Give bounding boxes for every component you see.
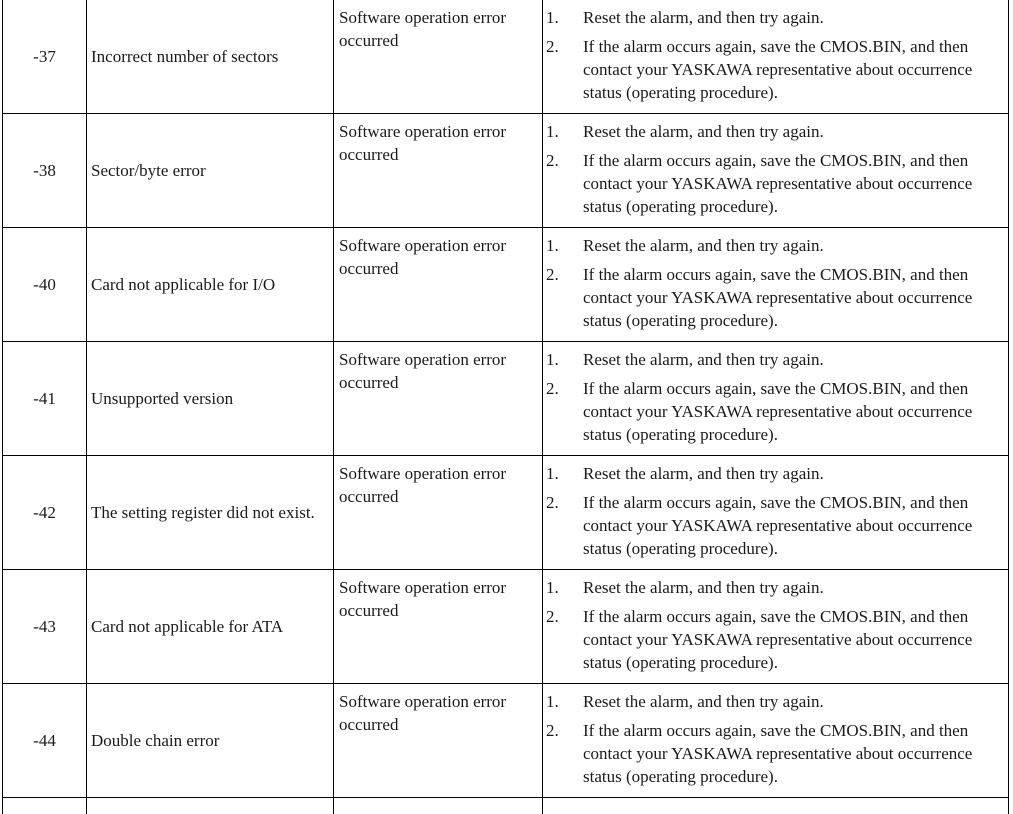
alarm-remedy: [543, 570, 1009, 684]
alarm-cause: Software operation error occurred: [334, 114, 543, 228]
remedy-steps: [546, 6, 1004, 104]
alarm-remedy: [543, 114, 1009, 228]
alarm-code: -41: [3, 342, 87, 456]
table-cell: [3, 798, 87, 814]
alarm-description: Card not applicable for ATA: [87, 570, 334, 684]
alarm-remedy: [543, 684, 1009, 798]
alarm-code: -40: [3, 228, 87, 342]
alarm-description: Unsupported version: [87, 342, 334, 456]
step-text: Reset the alarm, and then try again.: [583, 690, 1004, 713]
remedy-step: [546, 6, 1004, 29]
alarm-cause: Software operation error occurred: [334, 228, 543, 342]
remedy-step: [546, 263, 1004, 332]
table-cell: [543, 798, 1009, 814]
alarm-cause: Software operation error occurred: [334, 456, 543, 570]
step-number: 1.: [546, 348, 583, 371]
alarm-code: -38: [3, 114, 87, 228]
step-text: Reset the alarm, and then try again.: [583, 6, 1004, 29]
table-row: [3, 684, 1009, 798]
step-number: 2.: [546, 377, 583, 446]
step-text: Reset the alarm, and then try again.: [583, 120, 1004, 143]
step-text: If the alarm occurs again, save the CMOS.BIN, and then contact your YASKAWA representative about occurrence status (operating procedure).: [583, 605, 1004, 674]
table-row: [3, 114, 1009, 228]
table-row: [3, 0, 1009, 114]
step-text: Reset the alarm, and then try again.: [583, 462, 1004, 485]
remedy-step: [546, 719, 1004, 788]
remedy-steps: [546, 690, 1004, 788]
step-text: If the alarm occurs again, save the CMOS.BIN, and then contact your YASKAWA representative about occurrence status (operating procedure).: [583, 35, 1004, 104]
step-number: 1.: [546, 120, 583, 143]
step-number: 2.: [546, 149, 583, 218]
alarm-cause: Software operation error occurred: [334, 342, 543, 456]
remedy-step: [546, 348, 1004, 371]
step-number: 2.: [546, 605, 583, 674]
remedy-step: [546, 491, 1004, 560]
remedy-step: [546, 377, 1004, 446]
step-number: 2.: [546, 263, 583, 332]
alarm-code: -37: [3, 0, 87, 114]
alarm-remedy: [543, 0, 1009, 114]
step-number: 2.: [546, 719, 583, 788]
remedy-step: [546, 149, 1004, 218]
step-number: 1.: [546, 576, 583, 599]
alarm-code: -44: [3, 684, 87, 798]
remedy-step: [546, 605, 1004, 674]
alarm-table-body: [3, 0, 1009, 814]
table-cell: [334, 798, 543, 814]
alarm-description: Incorrect number of sectors: [87, 0, 334, 114]
step-text: Reset the alarm, and then try again.: [583, 234, 1004, 257]
remedy-step: [546, 690, 1004, 713]
alarm-cause: Software operation error occurred: [334, 0, 543, 114]
step-text: Reset the alarm, and then try again.: [583, 576, 1004, 599]
step-number: 1.: [546, 462, 583, 485]
step-text: If the alarm occurs again, save the CMOS.BIN, and then contact your YASKAWA representative about occurrence status (operating procedure).: [583, 263, 1004, 332]
alarm-remedy: [543, 456, 1009, 570]
remedy-step: [546, 234, 1004, 257]
alarm-remedy: [543, 342, 1009, 456]
alarm-cause: Software operation error occurred: [334, 684, 543, 798]
remedy-steps: [546, 576, 1004, 674]
alarm-remedy: [543, 228, 1009, 342]
step-number: 1.: [546, 234, 583, 257]
alarm-code: -42: [3, 456, 87, 570]
step-number: 1.: [546, 690, 583, 713]
remedy-step: [546, 35, 1004, 104]
table-row: [3, 228, 1009, 342]
table-row: [3, 570, 1009, 684]
alarm-table: [2, 0, 1009, 814]
alarm-description: The setting register did not exist.: [87, 456, 334, 570]
remedy-step: [546, 120, 1004, 143]
step-number: 1.: [546, 6, 583, 29]
step-text: Reset the alarm, and then try again.: [583, 348, 1004, 371]
remedy-steps: [546, 348, 1004, 446]
alarm-description: Card not applicable for I/O: [87, 228, 334, 342]
alarm-cause: Software operation error occurred: [334, 570, 543, 684]
alarm-description: Double chain error: [87, 684, 334, 798]
alarm-description: Sector/byte error: [87, 114, 334, 228]
step-text: If the alarm occurs again, save the CMOS.BIN, and then contact your YASKAWA representative about occurrence status (operating procedure).: [583, 719, 1004, 788]
remedy-step: [546, 462, 1004, 485]
remedy-steps: [546, 120, 1004, 218]
table-row-partial: [3, 798, 1009, 814]
table-row: [3, 342, 1009, 456]
step-text: If the alarm occurs again, save the CMOS.BIN, and then contact your YASKAWA representative about occurrence status (operating procedure).: [583, 149, 1004, 218]
step-text: If the alarm occurs again, save the CMOS.BIN, and then contact your YASKAWA representative about occurrence status (operating procedure).: [583, 491, 1004, 560]
remedy-steps: [546, 462, 1004, 560]
alarm-code: -43: [3, 570, 87, 684]
remedy-steps: [546, 234, 1004, 332]
table-cell: [87, 798, 334, 814]
step-number: 2.: [546, 491, 583, 560]
step-text: If the alarm occurs again, save the CMOS.BIN, and then contact your YASKAWA representative about occurrence status (operating procedure).: [583, 377, 1004, 446]
table-row: [3, 456, 1009, 570]
remedy-step: [546, 576, 1004, 599]
step-number: 2.: [546, 35, 583, 104]
